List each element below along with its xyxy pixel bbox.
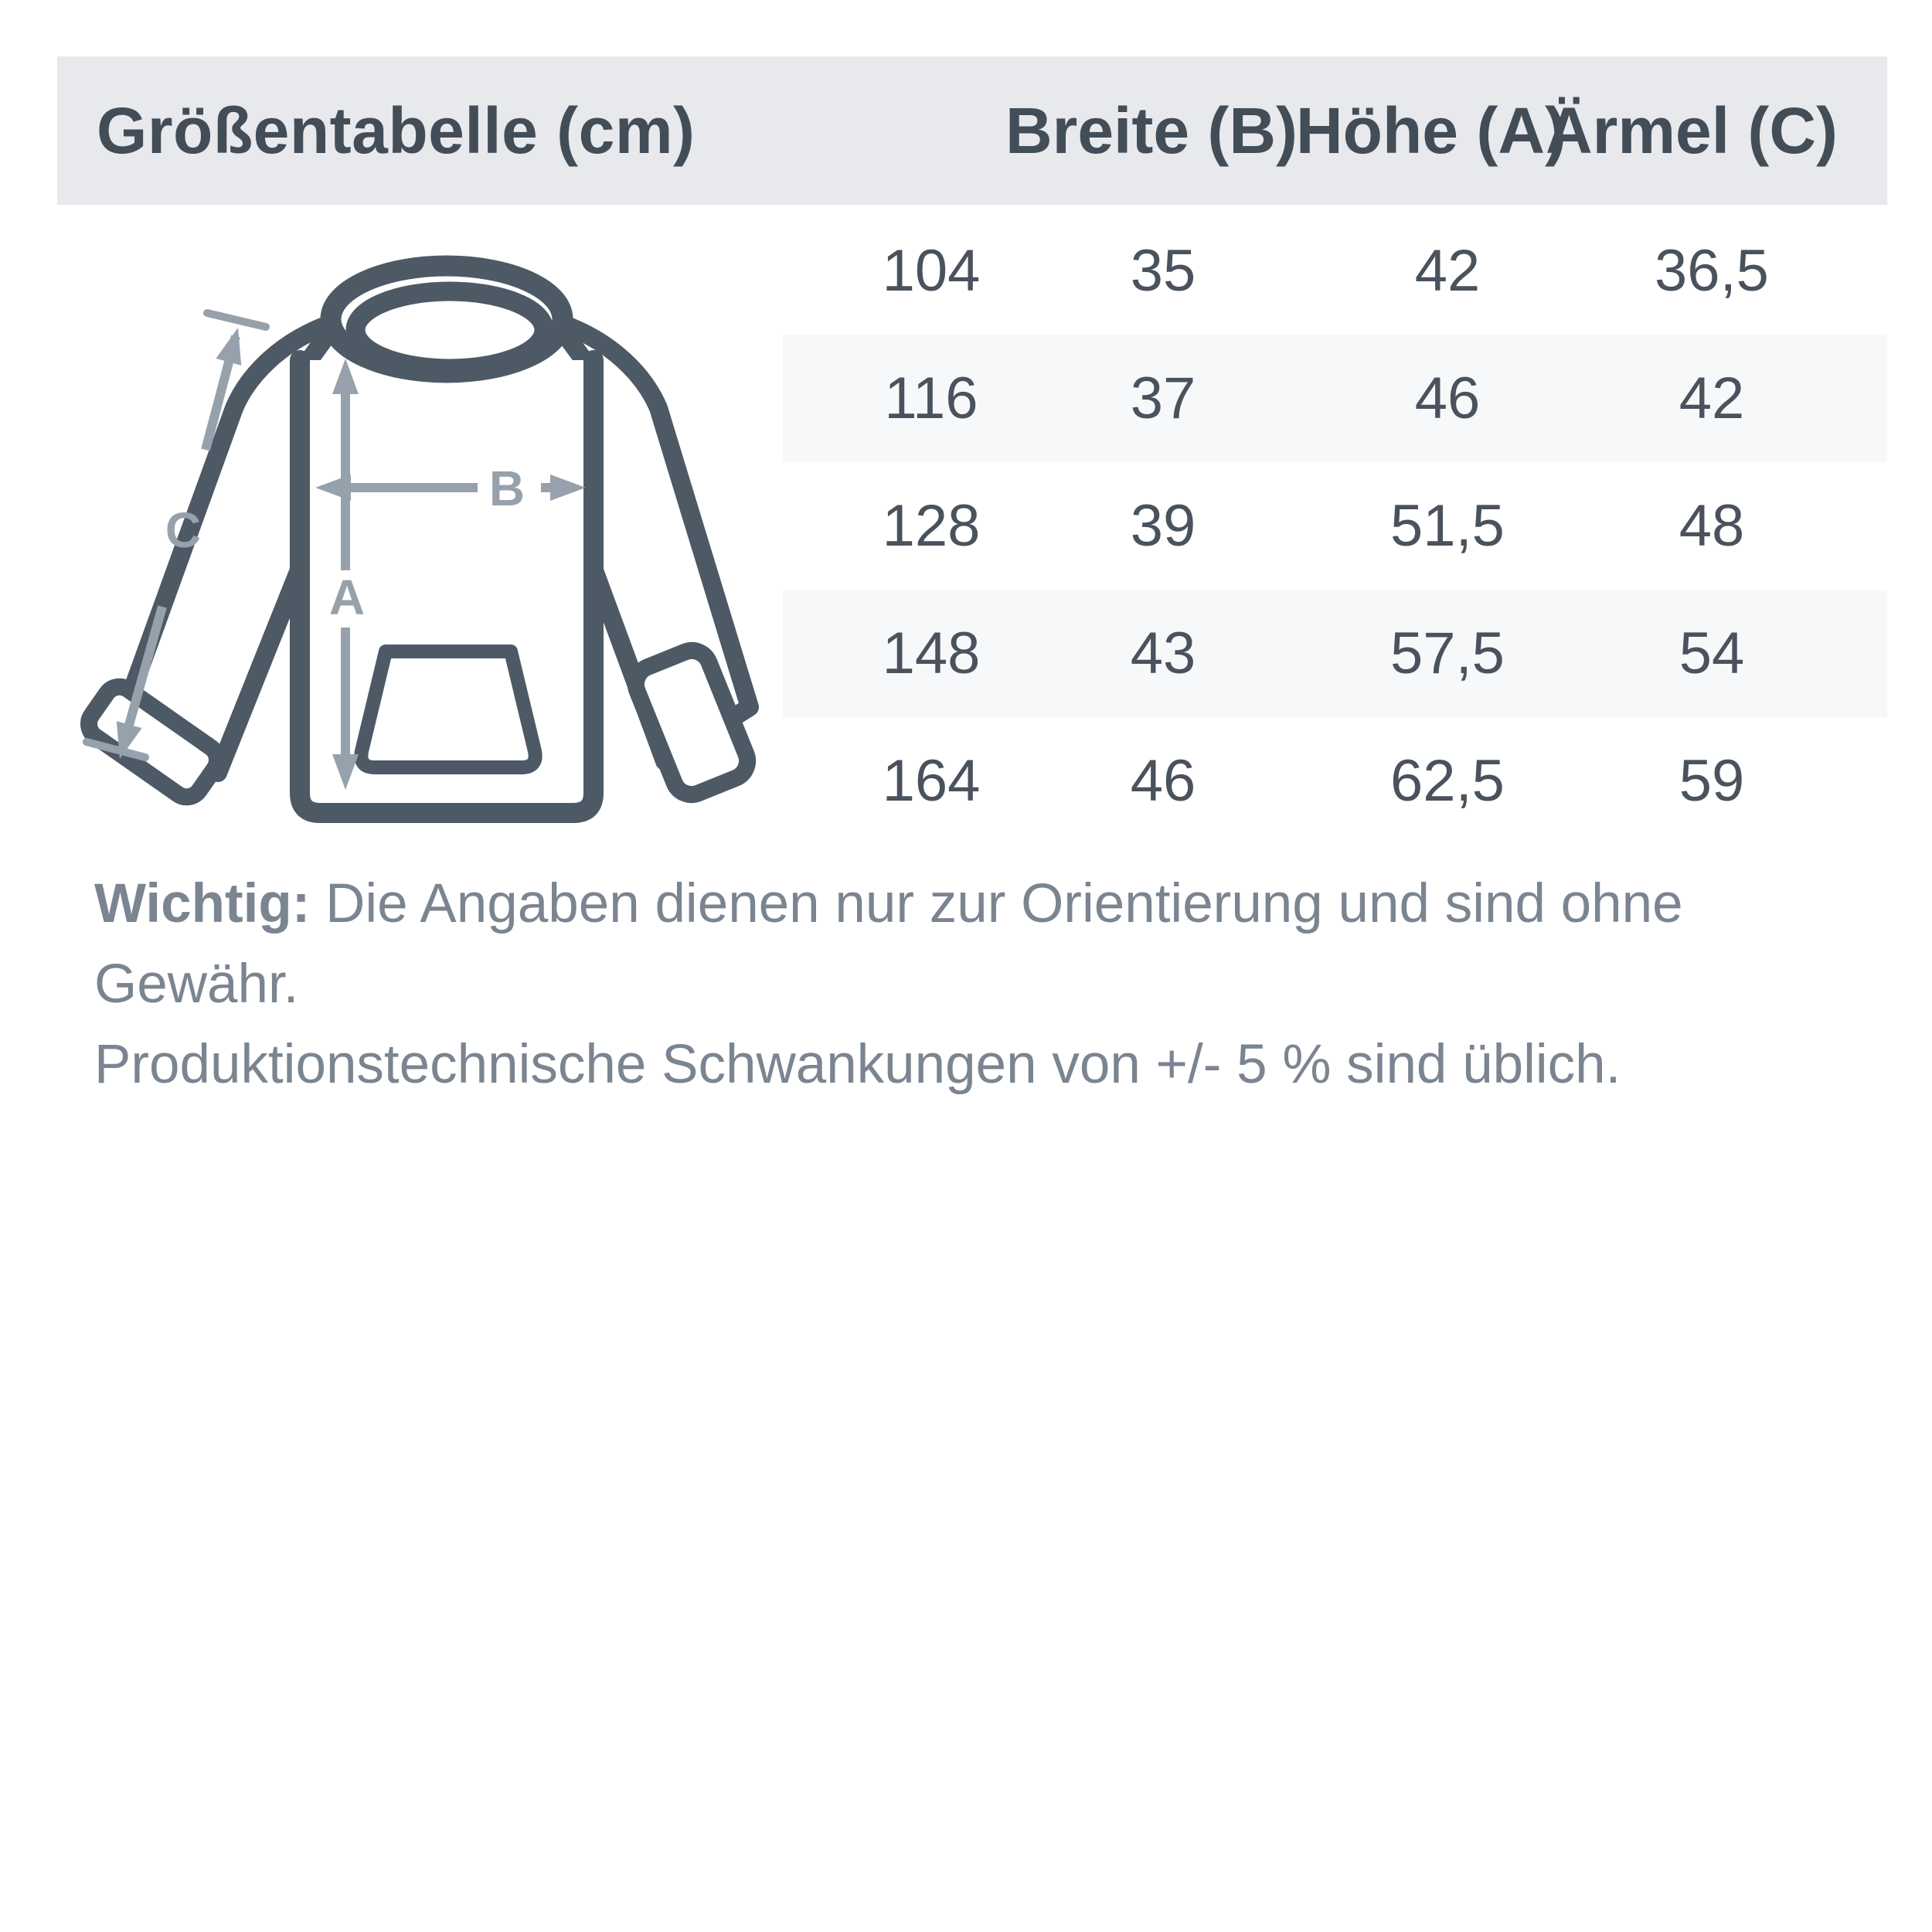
table-row	[783, 335, 1887, 462]
kangaroo-pocket	[361, 651, 535, 767]
label-b: B	[488, 461, 526, 516]
breite-cell: 46	[1130, 748, 1196, 814]
table-row	[783, 462, 1887, 590]
size-cell: 116	[884, 366, 978, 431]
table-row	[783, 590, 1887, 717]
aermel-cell: 36,5	[1655, 238, 1769, 304]
breite-cell: 35	[1130, 238, 1196, 304]
disclaimer-line-2: Produktionstechnische Schwankungen von +/- 5 % sind üblich.	[94, 1034, 1621, 1095]
page-title: Größentabelle (cm)	[97, 94, 696, 167]
hoehe-cell: 51,5	[1390, 493, 1505, 559]
aermel-cell: 42	[1679, 366, 1745, 431]
label-a: A	[328, 570, 366, 625]
aermel-cell: 59	[1679, 748, 1745, 814]
column-header-hoehe: Höhe (A)	[1296, 94, 1566, 167]
size-cell: 148	[882, 621, 981, 686]
disclaimer-line-1	[94, 864, 1864, 1025]
breite-cell: 43	[1130, 621, 1196, 686]
hoehe-cell: 62,5	[1390, 748, 1505, 814]
column-header-breite: Breite (B)	[1005, 94, 1298, 167]
size-table	[783, 207, 1887, 845]
table-header	[57, 56, 1887, 205]
hoehe-cell: 57,5	[1390, 621, 1505, 686]
column-header-aermel: Ärmel (C)	[1545, 94, 1838, 167]
breite-cell: 37	[1130, 366, 1196, 431]
aermel-cell: 48	[1679, 493, 1745, 559]
size-cell: 104	[882, 238, 981, 304]
hoehe-cell: 42	[1414, 238, 1481, 304]
breite-cell: 39	[1130, 493, 1196, 559]
aermel-cell: 54	[1679, 621, 1745, 686]
size-cell: 164	[882, 748, 981, 814]
label-c: C	[165, 502, 202, 558]
table-row	[783, 717, 1887, 845]
disclaimer-prefix: Wichtig:	[94, 873, 311, 934]
disclaimer-text-1: Die Angaben dienen nur zur Orientierung und sind ohne Gewähr.	[94, 873, 1683, 1015]
table-row	[783, 207, 1887, 335]
size-cell: 128	[882, 493, 981, 559]
hood-collar	[355, 291, 544, 369]
hoodie-icon	[54, 255, 804, 850]
disclaimer-note	[94, 864, 1864, 1105]
hoehe-cell: 46	[1414, 366, 1481, 431]
hoodie-measurement-diagram	[54, 255, 804, 850]
